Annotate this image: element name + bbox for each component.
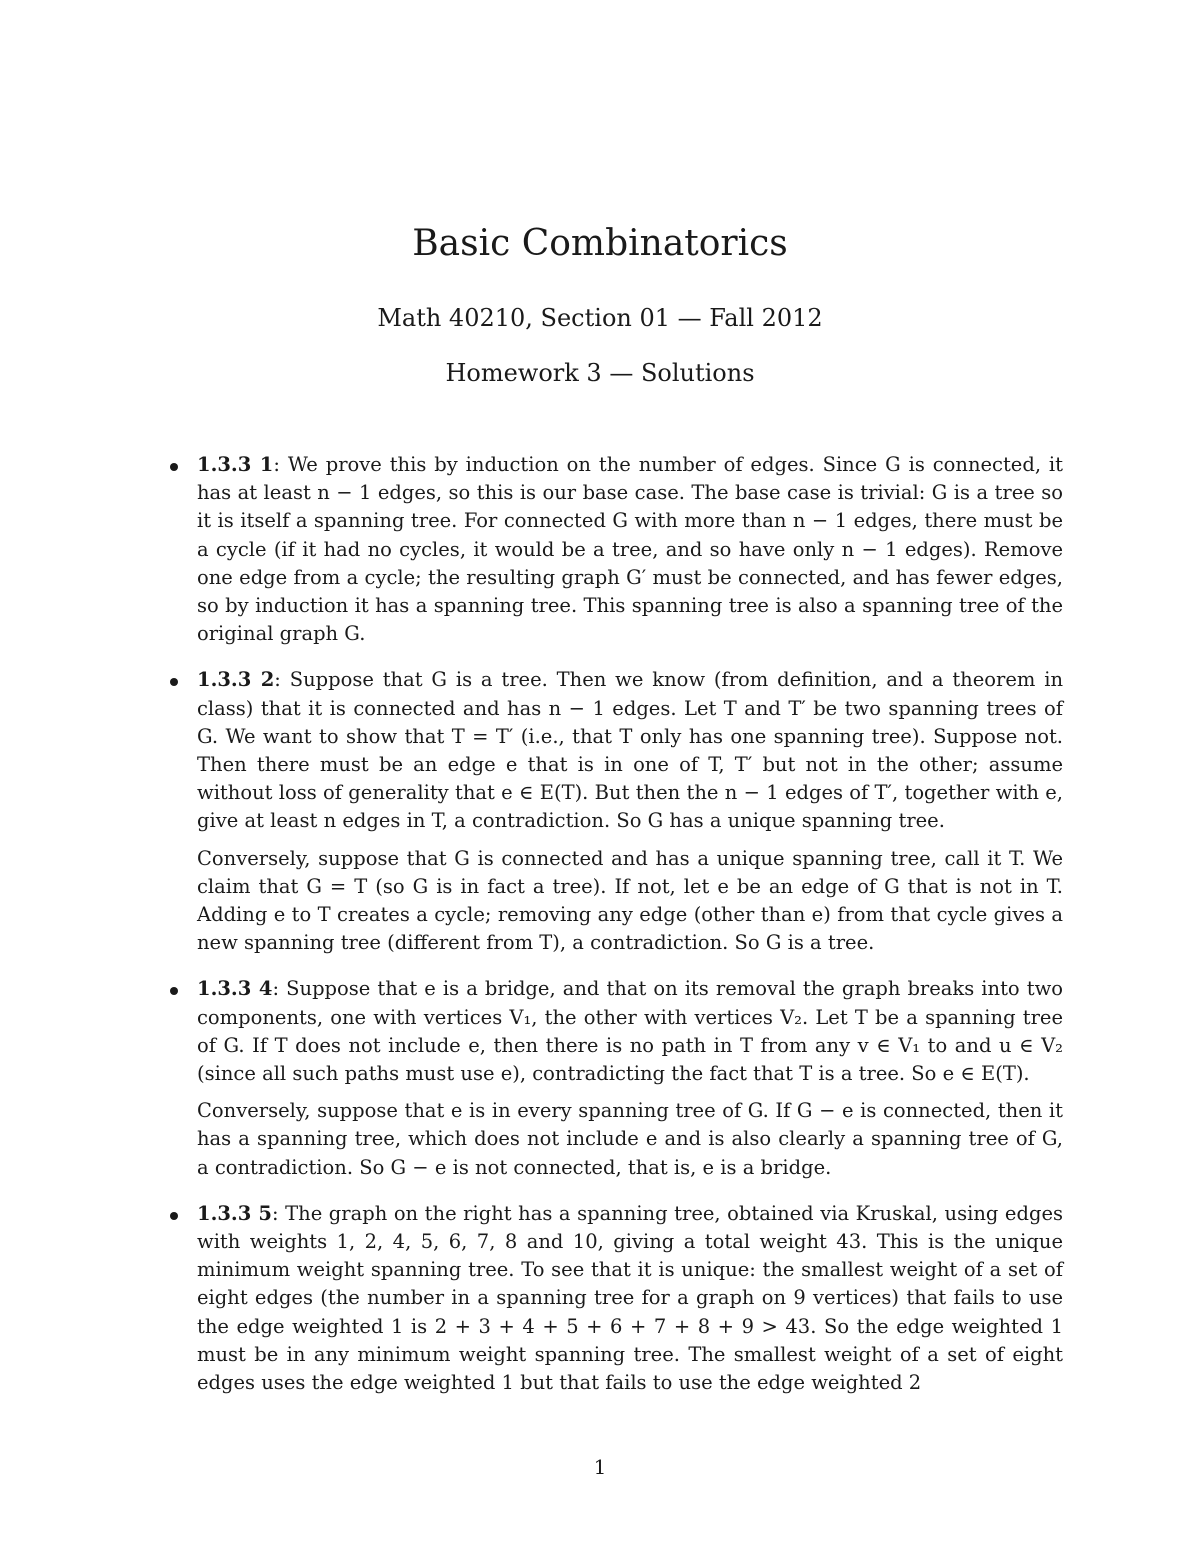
solution-paragraph — [197, 666, 1063, 835]
solution-paragraph: Conversely, suppose that G is connected and has a unique spanning tree, call it T. We claim that G = T (so G is in fact a tree). If not, let e be an edge of G that is not in T. Adding e to T creates a cycle; removing any edge (other than e) from that cycle gives a new spanning tree (different from T), a contradiction. So G is a tree. — [197, 846, 1063, 955]
solution-paragraph — [197, 451, 1063, 648]
solution-item — [197, 451, 1063, 648]
solutions-list — [197, 451, 1063, 1415]
problem-tag: 1.3.3 5 — [197, 1201, 272, 1225]
solution-text: : Suppose that G is a tree. Then we know (from definition, and a theorem in class) that it is connected and has n − 1 edges. Let T and T′ be two spanning trees of G. We want to show that T = T′ (i.e., that T only has one spanning tree). Suppose not. Then there must be an edge e that is in one of T, T′ but not in the other; assume without loss of generality that e ∈ E(T). But then the n − 1 edges of T′, together with e, give at least n edges in T, a contradiction. So G has a unique spanning tree. — [197, 668, 1064, 833]
document-title: Basic Combinatorics — [412, 223, 788, 264]
bullet-icon — [170, 1212, 178, 1220]
solution-paragraph — [197, 1200, 1063, 1397]
problem-tag: 1.3.3 2 — [197, 668, 275, 692]
solution-text: : The graph on the right has a spanning tree, obtained via Kruskal, using edges with weights 1, 2, 4, 5, 6, 7, 8 and 10, giving a total weight 43. This is the unique minimum weight spanning tree. To see that it is unique: the smallest weight of a set of eight edges (the number in a spanning tree for a graph on 9 vertices) that fails to use the edge weighted 1 is 2 + 3 + 4 + 5 + 6 + 7 + 8 + 9 > 43. So the edge weighted 1 must be in any minimum weight spanning tree. The smallest weight of a set of eight edges uses the edge weighted 1 but that fails to use the edge weighted 2 — [197, 1201, 1063, 1395]
assignment-line: Homework 3 — Solutions — [445, 359, 755, 387]
solution-text: : Suppose that e is a bridge, and that on its removal the graph breaks into two components, one with vertices V₁, the other with vertices V₂. Let T be a spanning tree of G. If T does not include e, then there is no path in T from any v ∈ V₁ to and u ∈ V₂ (since all such paths must use e), contradicting the fact that T is a tree. So e ∈ E(T). — [197, 977, 1064, 1086]
solution-paragraph: Conversely, suppose that e is in every spanning tree of G. If G − e is connected, then it has a spanning tree, which does not include e and is also clearly a spanning tree of G, a contradiction. So G − e is not connected, that is, e is a bridge. — [197, 1099, 1063, 1179]
bullet-icon — [170, 987, 178, 995]
solution-text: : We prove this by induction on the number of edges. Since G is connected, it has at least n − 1 edges, so this is our base case. The base case is trivial: G is a tree so it is itself a spanning tree. For connected G with more than n − 1 edges, there must be a cycle (if it had no cycles, it would be a tree, and so have only n − 1 edges). Remove one edge from a cycle; the resulting graph G′ must be connected, and has fewer edges, so by induction it has a spanning tree. This spanning tree is also a spanning tree of the original graph G. — [197, 453, 1063, 646]
course-line: Math 40210, Section 01 — Fall 2012 — [377, 304, 823, 332]
solution-paragraph — [197, 975, 1063, 1088]
problem-tag: 1.3.3 4 — [197, 977, 273, 1001]
solution-item — [197, 1200, 1063, 1397]
bullet-icon — [170, 678, 178, 686]
solution-item — [197, 975, 1063, 1181]
solution-item — [197, 666, 1063, 957]
page-number: 1 — [593, 1455, 607, 1479]
problem-tag: 1.3.3 1 — [197, 453, 274, 476]
bullet-icon — [170, 463, 178, 471]
